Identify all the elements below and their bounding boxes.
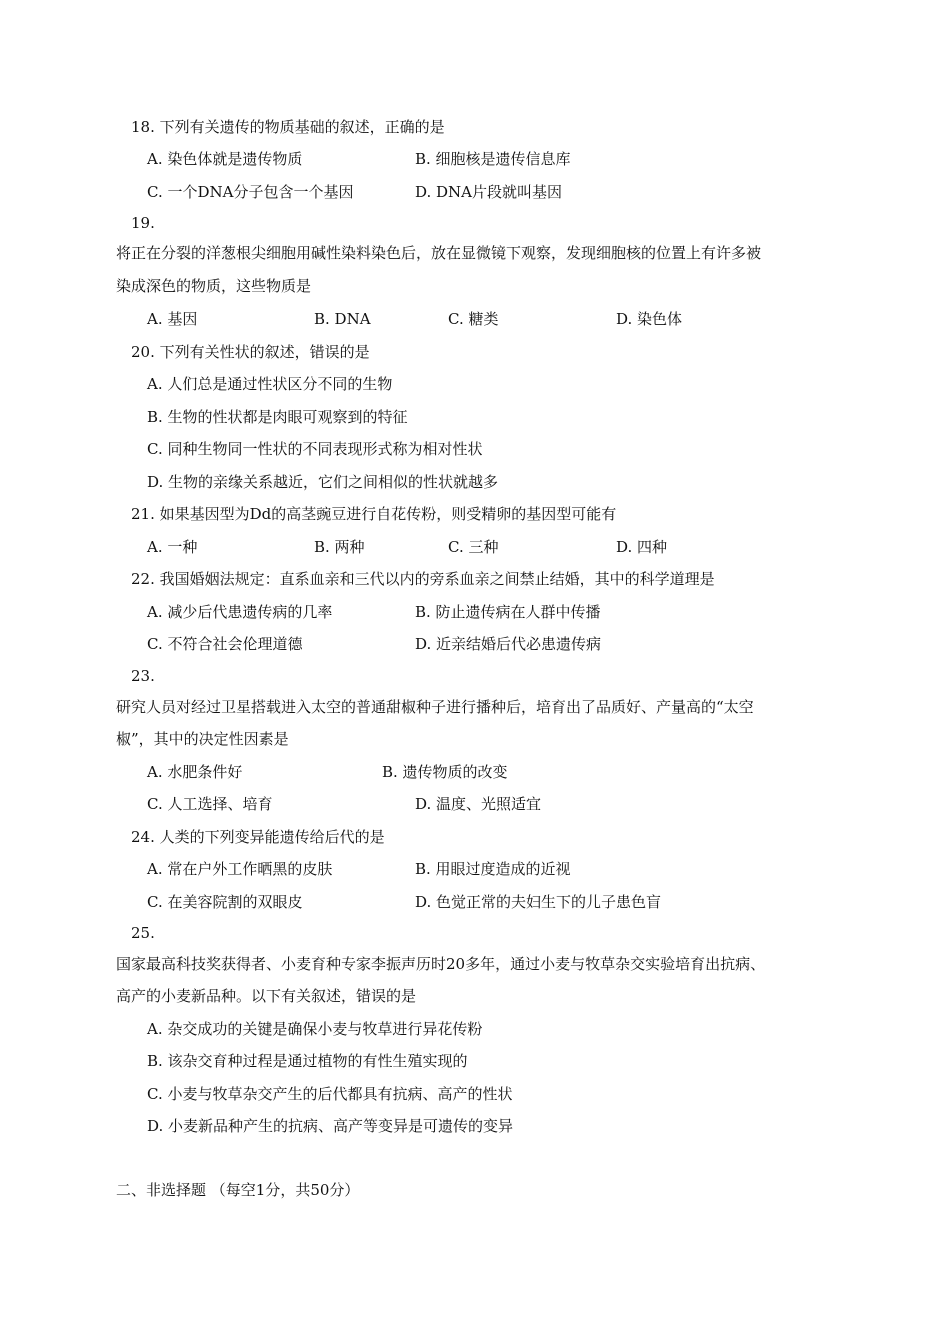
q25-option-c: C. 小麦与牧草杂交产生的后代都具有抗病、高产的性状: [147, 1085, 513, 1103]
question-21-stem: 21. 如果基因型为Dd的高茎豌豆进行自花传粉，则受精卵的基因型可能有: [131, 505, 617, 523]
q20-option-c: C. 同种生物同一性状的不同表现形式称为相对性状: [147, 440, 483, 458]
q18-option-c: C. 一个DNA分子包含一个基因: [147, 183, 354, 201]
q23-option-d: D. 温度、光照适宜: [415, 795, 542, 813]
q24-option-d: D. 色觉正常的夫妇生下的儿子患色盲: [415, 893, 662, 911]
q21-option-c: C. 三种: [448, 538, 499, 556]
q21-option-b: B. 两种: [314, 538, 365, 556]
question-24-stem: 24. 人类的下列变异能遗传给后代的是: [131, 828, 385, 846]
q20-option-a: A. 人们总是通过性状区分不同的生物: [147, 375, 393, 393]
q21-option-d: D. 四种: [616, 538, 668, 556]
q20-option-d: D. 生物的亲缘关系越近，它们之间相似的性状就越多: [147, 473, 499, 491]
question-19-stem-line1: 将正在分裂的洋葱根尖细胞用碱性染料染色后，放在显微镜下观察，发现细胞核的位置上有许多被: [116, 244, 762, 262]
q25-option-d: D. 小麦新品种产生的抗病、高产等变异是可遗传的变异: [147, 1117, 514, 1135]
q24-option-a: A. 常在户外工作晒黑的皮肤: [147, 860, 333, 878]
q24-option-c: C. 在美容院割的双眼皮: [147, 893, 303, 911]
q22-option-a: A. 减少后代患遗传病的几率: [147, 603, 333, 621]
q22-option-d: D. 近亲结婚后代必患遗传病: [415, 635, 602, 653]
section-2-heading: 二、非选择题 （每空1分，共50分）: [116, 1181, 360, 1199]
q25-option-b: B. 该杂交育种过程是通过植物的有性生殖实现的: [147, 1052, 468, 1070]
q18-option-a: A. 染色体就是遗传物质: [147, 150, 303, 168]
q23-option-c: C. 人工选择、培育: [147, 795, 273, 813]
question-19-stem-line2: 染成深色的物质，这些物质是: [116, 277, 312, 295]
question-23-stem-line2: 椒”，其中的决定性因素是: [116, 730, 289, 748]
q19-option-c: C. 糖类: [448, 310, 499, 328]
q23-option-a: A. 水肥条件好: [147, 763, 243, 781]
question-25-number: 25.: [131, 924, 155, 942]
question-19-number: 19.: [131, 214, 155, 232]
q23-option-b: B. 遗传物质的改变: [382, 763, 508, 781]
q20-option-b: B. 生物的性状都是肉眼可观察到的特征: [147, 408, 408, 426]
q22-option-c: C. 不符合社会伦理道德: [147, 635, 303, 653]
question-25-stem-line2: 高产的小麦新品种。以下有关叙述，错误的是: [116, 987, 417, 1005]
q18-option-b: B. 细胞核是遗传信息库: [415, 150, 571, 168]
q19-option-a: A. 基因: [147, 310, 198, 328]
q22-option-b: B. 防止遗传病在人群中传播: [415, 603, 601, 621]
question-18-stem: 18. 下列有关遗传的物质基础的叙述，正确的是: [131, 118, 445, 136]
q19-option-b: B. DNA: [314, 310, 371, 328]
question-20-stem: 20. 下列有关性状的叙述，错误的是: [131, 343, 370, 361]
q24-option-b: B. 用眼过度造成的近视: [415, 860, 571, 878]
q18-option-d: D. DNA片段就叫基因: [415, 183, 563, 201]
q19-option-d: D. 染色体: [616, 310, 683, 328]
question-25-stem-line1: 国家最高科技奖获得者、小麦育种专家李振声历时20多年，通过小麦与牧草杂交实验培育出抗病、: [116, 955, 766, 973]
q21-option-a: A. 一种: [147, 538, 198, 556]
q25-option-a: A. 杂交成功的关键是确保小麦与牧草进行异花传粉: [147, 1020, 483, 1038]
question-22-stem: 22. 我国婚姻法规定：直系血亲和三代以内的旁系血亲之间禁止结婚，其中的科学道理是: [131, 570, 715, 588]
question-23-number: 23.: [131, 667, 155, 685]
question-23-stem-line1: 研究人员对经过卫星搭载进入太空的普通甜椒种子进行播种后，培育出了品质好、产量高的“太空: [116, 698, 754, 716]
